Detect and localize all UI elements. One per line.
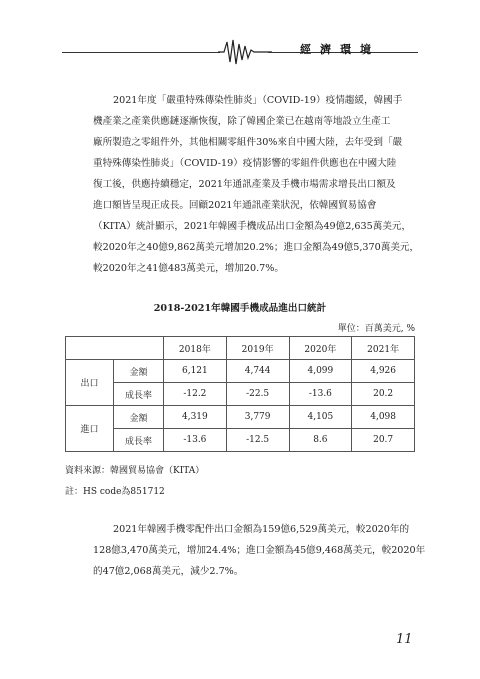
value-cell: -12.2 <box>164 383 227 406</box>
table-unit: 單位：百萬美元, % <box>337 324 415 334</box>
year-header-cell: 2021年 <box>352 337 415 360</box>
value-cell: 4,105 <box>289 406 352 429</box>
year-header-cell: 2019年 <box>226 337 289 360</box>
hs-code-note: 註：HS code為851712 <box>65 487 165 497</box>
paragraph-line: 128億3,470萬美元，增加24.4%；進口金額為45億9,468萬美元，較2020年 <box>93 545 426 556</box>
paragraph-line: 機產業之產業供應鏈逐漸恢復，除了韓國企業已在越南等地設立生產工 <box>93 116 391 127</box>
value-cell: 4,744 <box>226 360 289 383</box>
value-cell: 8.6 <box>289 429 352 452</box>
paragraph-line: （KITA）統計顯示，2021年韓國手機成品出口金額為49億2,635萬美元， <box>93 221 412 232</box>
metric-label-cell: 成長率 <box>114 383 164 406</box>
value-cell: -13.6 <box>289 383 352 406</box>
paragraph-line: 重特殊傳染性肺炎」（COVID-19）疫情影響的零組件供應也在中國大陸 <box>93 158 397 169</box>
table-row <box>66 383 415 406</box>
paragraph-line: 較2020年之41億483萬美元，增加20.7%。 <box>93 263 284 274</box>
page-number: 11 <box>396 632 413 647</box>
paragraph-line: 進口額皆呈現正成長。回顧2021年通訊產業狀況，依韓國貿易協會 <box>93 200 377 211</box>
value-cell: 6,121 <box>164 360 227 383</box>
year-header-cell: 2018年 <box>164 337 227 360</box>
metric-label-cell: 成長率 <box>114 429 164 452</box>
table-row <box>66 360 415 383</box>
table-title: 2018-2021年韓國手機成品進出口統計 <box>153 303 327 314</box>
page-header <box>0 0 480 70</box>
paragraph-line: 2021年度「嚴重特殊傳染性肺炎」（COVID-19）疫情趨緩，韓國手 <box>113 95 403 106</box>
paragraph-line: 較2020年之40億9,862萬美元增加20.2%；進口金額為49億5,370萬美元， <box>93 242 420 253</box>
value-cell: 20.7 <box>352 429 415 452</box>
value-cell: 20.2 <box>352 383 415 406</box>
paragraph-line: 2021年韓國手機零配件出口金額為159億6,529萬美元，較2020年的 <box>113 524 410 535</box>
section-title: 經濟環境 <box>300 43 380 56</box>
paragraph-line: 復工後，供應持續穩定，2021年通訊產業及手機市場需求增長出口額及 <box>93 179 396 190</box>
value-cell: -12.5 <box>226 429 289 452</box>
table-row <box>66 429 415 452</box>
value-cell: 4,319 <box>164 406 227 429</box>
group-label-cell: 出口 <box>66 360 114 406</box>
heartbeat-line-icon <box>218 36 272 66</box>
group-label-cell: 進口 <box>66 406 114 452</box>
paragraph-line: 廠所製造之零組件外，其他相關零組件30%來自中國大陸，去年受到「嚴 <box>93 137 403 148</box>
year-header-cell: 2020年 <box>289 337 352 360</box>
value-cell: 4,098 <box>352 406 415 429</box>
value-cell: 3,779 <box>226 406 289 429</box>
trade-statistics-table <box>65 336 415 452</box>
table-header-row <box>66 337 415 360</box>
header-rule-left <box>62 52 220 53</box>
value-cell: 4,099 <box>289 360 352 383</box>
paragraph-mobile-phones <box>93 90 420 279</box>
table-row <box>66 406 415 429</box>
value-cell: -13.6 <box>164 429 227 452</box>
paragraph-components <box>93 519 426 582</box>
value-cell: -22.5 <box>226 383 289 406</box>
metric-label-cell: 金額 <box>114 360 164 383</box>
source-note: 資料來源：韓國貿易協會（KITA） <box>65 466 205 476</box>
metric-label-cell: 金額 <box>114 406 164 429</box>
value-cell: 4,926 <box>352 360 415 383</box>
header-corner-cell <box>66 337 164 360</box>
paragraph-line: 的47億2,068萬美元，減少2.7%。 <box>93 566 244 577</box>
